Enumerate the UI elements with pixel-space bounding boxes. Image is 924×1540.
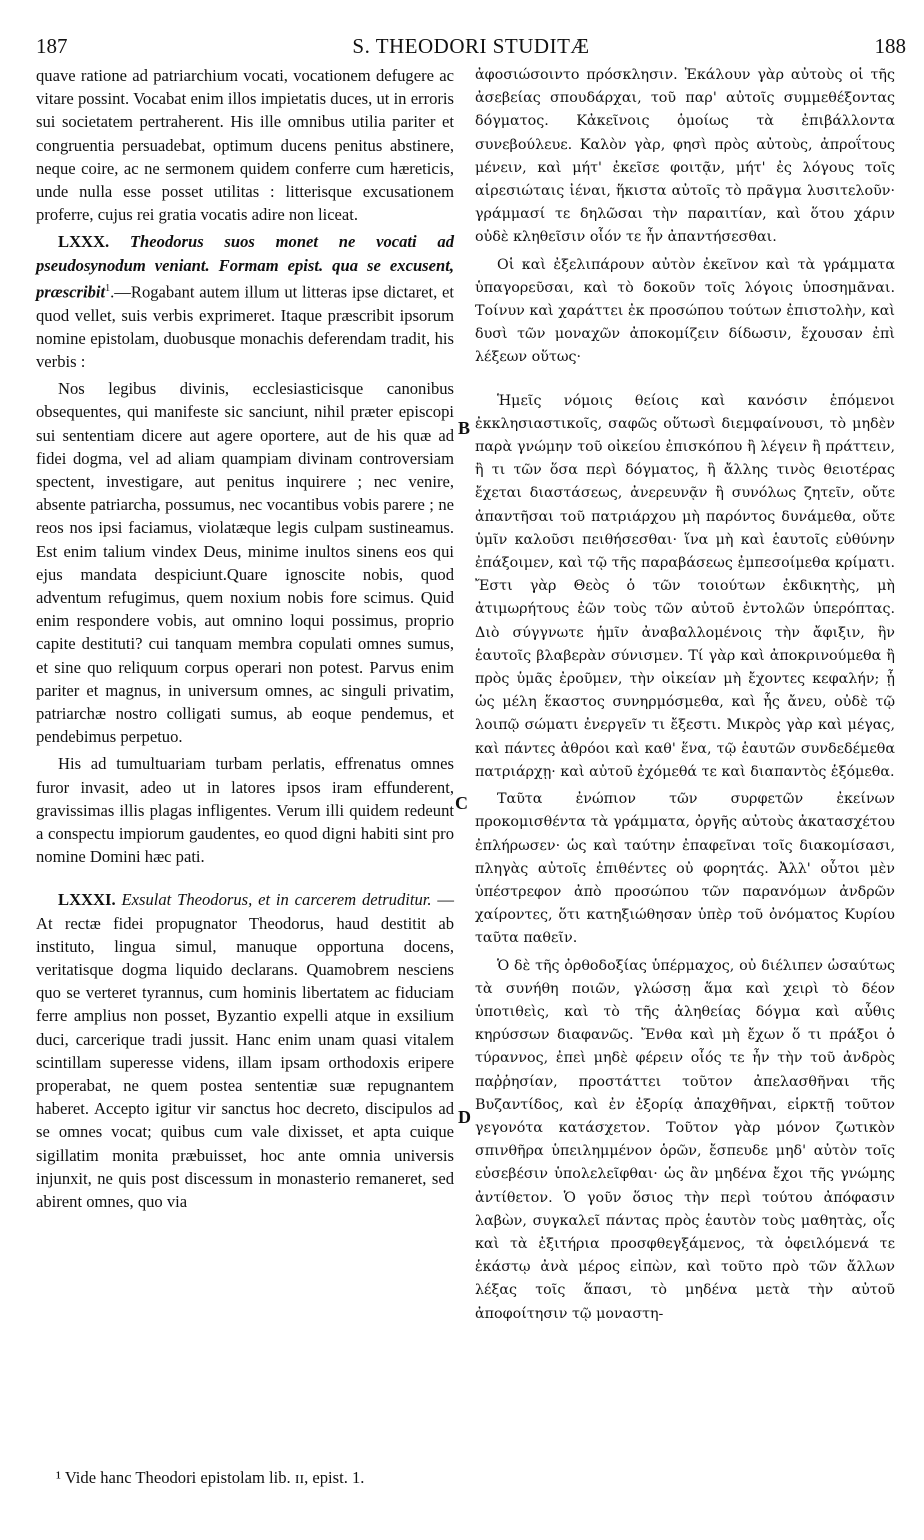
chapter-number-80: LXXX. <box>58 232 110 252</box>
running-title: S. THEODORI STUDITÆ <box>352 34 590 58</box>
latin-column <box>36 64 454 1213</box>
latin-paragraph-2 <box>36 230 454 373</box>
latin-paragraph-1: quave ratione ad patriarchium vocati, vocationem defugere ac vitare possint. Vocabat enim illos impietatis duces, ut in erroris sui societatem pertraherent. His ille omnibus utilia pariter et congruentia persuadebat, optimum ducens penitus abstinere, neque coire, ac ne sermonem quidem conferre cum hæreticis, unde nulla esse posset utilitas : litterisque excusationem proferre, cujus rei gratia vocatis adire non liceat. <box>36 66 454 225</box>
chapter-title-81: Exsulat Theodorus, et in carcerem detruditur. <box>121 890 432 910</box>
greek-paragraph-4: Ταῦτα ἐνώπιον τῶν συρφετῶν ἐκείνων προκομισθέντα τὰ γράμματα, ὀργῆς αὐτοὺς ἀκατασχέτου ἐπλήρωσεν· ὡς καὶ ταύτην ἐπαφεῖναι τοῖς διακομίσασι, πληγὰς αὐτοῖς ἐπιθέντες οὐ φορητάς. Ἀλλ' οὗτοι μὲν ὑπέστρεφον ἀπὸ προσώπου τῶν παρανόμων ἀνδρῶν χαίροντες, ὅτι κατηξιώθησαν ὑπὲρ τοῦ ὀνόματος Κυρίου ταῦτα παθεῖν. <box>475 791 895 947</box>
latin-paragraph-5-text: — At rectæ fidei propugnator Theodorus, haud destitit ab instituto, lingua simul, manuque opportuna docens, veritatisque dogma liquido declarans. Quamobrem nesciens quo se verteret tyrannus, cum hominis libertatem ac fiduciam ferre amplius non posset, Byzantio expelli atque in exsilium duci, carcerique tradi jussit. Hanc enim unam quasi vitalem scintillam superesse videns, illam ipsam orthodoxis eripere properabat, ne quem postea sententiæ suæ repugnantem haberet. Accepto igitur vir sanctus hoc decreto, discipulos ad se omnes vocat; quibus cum vale dixisset, et apta cuique sigillatim monita præbuisset, hoc ante omnia universis injunxit, ne quis post discessum in monasterio remaneret, sed abirent omnes, quo via <box>36 890 455 1212</box>
margin-marker-b: B <box>458 418 471 438</box>
latin-letter: Nos legibus divinis, ecclesiasticisque canonibus obsequentes, qui manifeste sic sanciunt, nihil præter episcopi sui sententiam dicere aut agere oportere, aut de his quæ ad fidei dogma, vel ad aliam quampiam divinam controversiam spectent, investigare, aut penitus inquirere ; nec venire, absente patriarcha, possumus, nec vocantibus vobis parere ; ne reos nos ipsi faciamus, violatæque legis culpam sustineamus. Est enim talium vindex Deus, minime inultos sinens eos qui ejus mandata despiciunt.Quare ignoscite nobis, quod adventum refugimus, quem noxium nobis fore scimus. Quid enim respondere vobis, aut omnino loqui possimus, proprio capite destituti? cui tanquam membra copulati omnes sumus, et sine quo reliquum corpus operari non potest. Parvus enim pariter et magnus, in universum omnes, ac singuli privatim, patriarchæ nostro colligati sumus, ab eoque pendemus, et pendebimus perpetuo. <box>36 379 454 747</box>
greek-letter: Ἡμεῖς νόμοις θείοις καὶ κανόσιν ἑπόμενοι ἐκκλησιαστικοῖς, σαφῶς οὕτωσὶ διεμφαίνουσι, τὸ μηδὲν παρὰ γνώμην τοῦ οἰκείου ἐπισκόπου ἢ λέγειν ἢ πράττειν, ἢ τι τῶν ὅσα περὶ δόγματος, ἢ ἄλλης τινὸς θειοτέρας ἔχεται διαστάσεως, ἀνερευνᾷν ἢ συνόλως ζητεῖν, οὔτε ἀπαντῆσαι τοῦ πατριάρχου μὴ παρόντος δυνάμεθα, οὔτε ὑμῖν καλοῦσι πειθήσεσθαι· ἵνα μὴ καὶ ἑαυτοῖς εὐθύνην ἐπάξοιμεν, καὶ τῷ τῆς παραβάσεως ἐμπεσοίμεθα κρίματι. Ἔστι γὰρ Θεὸς ὁ τῶν τοιούτων ἐκδικητὴς, μὴ ἀτιμωρήτους ἐῶν τοὺς τῶν αὐτοῦ ἐντολῶν ὑπερόπτας. Διὸ σύγγνωτε ἡμῖν ἀναβαλλομένοις τὴν ἄφιξιν, ἣν ἑαυτοῖς βλαβερὰν σύνισμεν. Τί γὰρ καὶ ἀποκρινούμεθα ἢ πρὸς ὑμᾶς ἐροῦμεν, τὴν οἰκείαν μὴ ἔχοντες κεφαλήν; ᾗ ὡς μέλη ἕκαστος συνηρμόσμεθα, καὶ ἧς ἄνευ, οὐδὲ τῷ λοιπῷ σώματι ἐνεργεῖν τι ἔξεστι. Μικρὸς γὰρ καὶ μέγας, καὶ πάντες ἀθρόοι καὶ καθ' ἕνα, τῷ ἑαυτῶν συνδεδέμεθα πατριάρχῃ· καὶ αὐτοῦ ἐχόμεθά τε καὶ διαπαντὸς ἑξόμεθα. <box>475 392 895 780</box>
page-number-right: 188 <box>874 34 906 58</box>
greek-column <box>475 64 895 1326</box>
chapter-title-80: Theodorus suos monet ne vocati ad pseudosynodum veniant. Formam epist. qua se excusent, præscribit <box>36 232 454 302</box>
greek-paragraph-1: ἀφοσιώσοιντο πρόσκλησιν. Ἐκάλουν γὰρ αὐτοὺς οἱ τῆς ἀσεβείας σπουδάρχαι, τοῦ παρ' αὐτοῖς συμμεθέξοντας δόγματος. Κἀκεῖνοις ὁμοίως τὰ ἐπιβάλλοντα συνεβούλευε. Καλὸν γὰρ, φησὶ πρὸς αὐτοὺς, ἀπροΐτους μένειν, καὶ μήτ' ἐκεῖσε φοιτᾷν, μήτ' ἐς λόγους τοῖς αἱρεσιώταις ἰέναι, ἥκιστα αὐτοῖς τὸ πρᾶγμα λυσιτελοῦν· γράμμασί τε δηλῶσαι τὴν παραιτίαν, καὶ ὅτου χάριν οὐδὲ κληθεῖσιν οἷόν τε ἦν ἀπαντήσεσθαι. <box>475 67 895 246</box>
margin-marker-d: D <box>458 1107 471 1127</box>
running-header <box>36 34 906 62</box>
latin-paragraph-5 <box>36 888 454 1213</box>
latin-paragraph-2-text: .—Rogabant autem illum ut litteras ipse dictaret, et quod vellet, suis verbis exprimeret. Itaque præscribit ipsorum nomine epistolam, duobusque monachis deferendam tradit, his verbis : <box>36 282 454 371</box>
footnote: ¹ Vide hanc Theodori epistolam lib. ɪɪ, epist. 1. <box>56 1468 365 1487</box>
chapter-number-81: LXXXI. <box>58 890 116 910</box>
latin-paragraph-4: His ad tumultuariam turbam perlatis, effrenatus omnes furor invasit, adeo ut in latores ipsos iram effunderent, gravissimas illis plagas infligentes. Verum illi quidem redeunt a conspectu impiorum gaudentes, eo quod digni habiti sint pro nomine Domini hæc pati. <box>36 754 454 867</box>
greek-paragraph-5: Ὁ δὲ τῆς ὀρθοδοξίας ὑπέρμαχος, οὐ διέλιπεν ὡσαύτως τὰ συνήθη ποιῶν, γλώσσῃ ἅμα καὶ χειρὶ τὸ δέον ὑποτιθεὶς, καὶ τὸ τῆς ἀληθείας δόγμα καὶ αὖθις κηρύσσων διαφανῶς. Ἔνθα καὶ μὴ ἔχων ὅ τι πράξοι ὁ τύραννος, ἐπεὶ μηδὲ φέρειν οἷός τε ἦν τὴν τοῦ ἀνδρὸς παῤῥησίαν, προστάττει τοῦτον ἀπελασθῆναι τῆς Βυζαντίδος, καὶ ἐν ἐξορίᾳ ἀπαχθῆναι, εἱρκτῇ τοῦτον γεγονότα κατάσχετον. Τοῦτον γὰρ μόνον ζωτικὸν σπινθῆρα ὑπειλημμένον ὁρῶν, ἔσπευδε μηδ' αὐτὸν τοῖς εὐσεβέσιν ὑπολελεῖφθαι· ὡς ἂν μηδένα ἔχοι τῆς γνώμης ἀντίθετον. Ὁ γοῦν ὅσιος τὴν περὶ τούτου ἀπόφασιν λαβὼν, συγκαλεῖ πάντας πρὸς ἑαυτὸν τοὺς μαθητὰς, οἷς καὶ τὰ ἐξιτήρια προσφθεγξάμενος, τὰ ὀφειλόμενά τε ἑκάστῳ ἀνὰ μέρος εἰπὼν, καὶ τοῦτο πρὸ τῶν ἄλλων λέξας τοῖς ἅπασι, τὸ μηδένα μετὰ τὴν αὐτοῦ ἀποφοίτησιν τῷ μοναστη- <box>475 957 895 1322</box>
greek-paragraph-2: Οἱ καὶ ἐξελιπάρουν αὐτὸν ἐκεῖνον καὶ τὰ γράμματα ὑπαγορεῦσαι, καὶ τὸ δοκοῦν τοῖς λόγοις ὑποσημᾶναι. Τοίνυν καὶ χαράττει ἐκ προσώπου τούτων ἐπιστολὴν, καὶ δυσὶ τῶν μοναχῶν ἀποκομίζειν δίδωσιν, ἔχουσαν ἐπὶ λέξεων οὕτως· <box>475 256 895 366</box>
page-number-left: 187 <box>36 34 68 58</box>
footnote-ref: 1 <box>105 282 111 294</box>
margin-marker-c: C <box>455 793 468 813</box>
